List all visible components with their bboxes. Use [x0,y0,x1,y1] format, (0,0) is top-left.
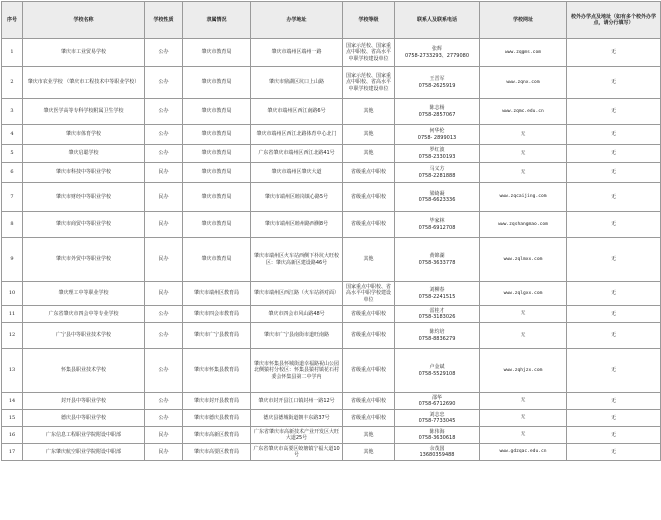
table-row [2,99,661,125]
website: 无 [480,125,567,145]
school-nature: 公办 [145,125,183,145]
school-name: 肇庆医学高等专科学校附属卫生学校 [23,99,145,125]
address: 肇庆市端州区睦岗镇心路5号 [251,183,343,212]
address: 肇庆市端州区火车站西侧下朴坑大旺校区：肇庆高新区建设路46号 [251,238,343,282]
offsite-location: 无 [567,410,661,427]
table-row [2,39,661,67]
header-school-name: 学校名称 [23,2,145,39]
school-name: 肇庆市体育学校 [23,125,145,145]
school-level: 国家示范校、国家重点中职校、省高水平中职学校建设单位 [343,39,395,67]
offsite-location: 无 [567,125,661,145]
contact-info: 梁绮凝 0758-6623336 [395,183,480,212]
contact-info: 雷桂才 0758-3183026 [395,306,480,323]
school-name: 广东信息工程职业学院附设中职部 [23,427,145,444]
offsite-location: 无 [567,427,661,444]
school-name: 广东肇庆航空职业学院附设中职部 [23,444,145,461]
row-number: 10 [2,282,23,306]
address: 肇庆市端州区端州一路 [251,39,343,67]
table-row [2,212,661,238]
website: www.zqcaijing.com [480,183,567,212]
affiliation: 肇庆市教育局 [183,125,251,145]
school-name: 肇庆市外贸中等职业学校 [23,238,145,282]
header-offsite: 校外办学点及地址（如有多个校外办学点，请分行填写） [567,2,661,39]
affiliation: 肇庆市封开县教育局 [183,393,251,410]
school-nature: 民办 [145,427,183,444]
contact-info: 何华伦 0758- 2899013 [395,125,480,145]
row-number: 15 [2,410,23,427]
affiliation: 肇庆市德庆县教育局 [183,410,251,427]
table-row [2,393,661,410]
school-name: 肇庆市商贸中等职业学校 [23,212,145,238]
address: 肇庆市端州区西江北路体育中心北门 [251,125,343,145]
address: 肇庆市怀集县怀城街道幸福路祝山公园北侧猿村分校区：怀集县猿村镇花石村委会怀集县第二中学内 [251,349,343,393]
school-nature: 公办 [145,323,183,349]
school-name: 德庆县中等职业学校 [23,410,145,427]
affiliation: 肇庆市教育局 [183,183,251,212]
table-row [2,410,661,427]
school-level: 国家示范校、国家重点中职校、省高水平中职学校建设单位 [343,67,395,99]
school-nature: 民办 [145,183,183,212]
website: www.zqnx.com [480,67,567,99]
school-name: 肇庆理工中等职业学校 [23,282,145,306]
contact-info: 马义方 0758-2281888 [395,163,480,183]
school-level: 其他 [343,444,395,461]
school-level: 省级重点中职校 [343,393,395,410]
school-level: 省级重点中职校 [343,349,395,393]
offsite-location: 无 [567,444,661,461]
school-level: 其他 [343,238,395,282]
website: 无 [480,427,567,444]
affiliation: 肇庆市端州区教育局 [183,282,251,306]
row-number: 12 [2,323,23,349]
website: www.gdzqac.edu.cn [480,444,567,461]
row-number: 6 [2,163,23,183]
school-level: 省级重点中职校 [343,212,395,238]
table-row [2,444,661,461]
website: www.zqshangmao.com [480,212,567,238]
affiliation: 肇庆市教育局 [183,67,251,99]
row-number: 5 [2,145,23,163]
school-nature: 公办 [145,99,183,125]
school-level: 其他 [343,145,395,163]
website: www.zqlmxx.com [480,238,567,282]
contact-info: 罗红波 0758-2330193 [395,145,480,163]
address: 广东省肇庆市高新技术产业开发区大旺大道25号 [251,427,343,444]
address: 广东省肇庆市高要区蛟塘镇宁福大道10号 [251,444,343,461]
affiliation: 肇庆市教育局 [183,212,251,238]
school-table [1,1,661,461]
header-affiliation: 隶属情况 [183,2,251,39]
contact-info: 王晋军 0758-2625919 [395,67,480,99]
website: www.zqlgxx.com [480,282,567,306]
school-nature: 公办 [145,306,183,323]
school-nature: 民办 [145,238,183,282]
address: 肇庆市广宁县南街市道旺南路 [251,323,343,349]
school-nature: 民办 [145,163,183,183]
header-nature: 学校性质 [145,2,183,39]
table-row [2,163,661,183]
row-number: 17 [2,444,23,461]
contact-info: 毕家林 0758-6912708 [395,212,480,238]
website: www.zqmc.edu.cn [480,99,567,125]
contact-info: 余茂国 13680359488 [395,444,480,461]
offsite-location: 无 [567,306,661,323]
school-level: 其他 [343,427,395,444]
school-level: 省级重点中职校 [343,163,395,183]
offsite-location: 无 [567,183,661,212]
row-number: 13 [2,349,23,393]
school-nature: 公办 [145,67,183,99]
school-level: 其他 [343,125,395,145]
offsite-location: 无 [567,39,661,67]
table-row [2,67,661,99]
affiliation: 肇庆市高要区教育局 [183,444,251,461]
header-address: 办学地址 [251,2,343,39]
address: 广东省肇庆市端州区西江北路41号 [251,145,343,163]
address: 肇庆市端州区西江南路6号 [251,99,343,125]
row-number: 9 [2,238,23,282]
offsite-location: 无 [567,145,661,163]
school-nature: 民办 [145,212,183,238]
contact-info: 陈志杨 0758-2857067 [395,99,480,125]
contact-info: 刘柳春 0758-2241515 [395,282,480,306]
address: 德庆县德城街道朝丰东路37号 [251,410,343,427]
website: www.zqgms.com [480,39,567,67]
school-name: 肇庆市工业贸易学校 [23,39,145,67]
website: 无 [480,410,567,427]
row-number: 14 [2,393,23,410]
affiliation: 肇庆市教育局 [183,238,251,282]
header-no: 序号 [2,2,23,39]
school-level: 省级重点中职校 [343,183,395,212]
school-nature: 公办 [145,145,183,163]
school-name: 广宁县中等职业技术学校 [23,323,145,349]
offsite-location: 无 [567,99,661,125]
offsite-location: 无 [567,238,661,282]
school-name: 广东省肇庆市四会中等专业学校 [23,306,145,323]
contact-info: 卢金斌 0758-5529108 [395,349,480,393]
school-level: 省级重点中职校 [343,410,395,427]
school-nature: 民办 [145,282,183,306]
website: www.zqhjzx.com [480,349,567,393]
row-number: 3 [2,99,23,125]
school-nature: 公办 [145,393,183,410]
contact-info: 邵华 0758-6712690 [395,393,480,410]
affiliation: 肇庆市教育局 [183,39,251,67]
address: 肇庆市封开县江口镇封州一路12号 [251,393,343,410]
row-number: 7 [2,183,23,212]
row-number: 11 [2,306,23,323]
school-name: 怀集县职业技术学校 [23,349,145,393]
row-number: 1 [2,39,23,67]
affiliation: 肇庆市教育局 [183,99,251,125]
header-website: 学校网址 [480,2,567,39]
row-number: 16 [2,427,23,444]
school-name: 肇庆市财经中等职业学校 [23,183,145,212]
school-level: 省级重点中职校 [343,306,395,323]
contact-info: 陈伟海 0758-3630618 [395,427,480,444]
address: 肇庆市端州区肇庆大道 [251,163,343,183]
school-name: 肇庆市农业学校 （肇庆市工程技术中等职业学校） [23,67,145,99]
address: 肇庆市四会市风山路48号 [251,306,343,323]
row-number: 8 [2,212,23,238]
school-nature: 公办 [145,39,183,67]
website: 无 [480,306,567,323]
offsite-location: 无 [567,349,661,393]
contact-info: 陈灼培 0758-8836279 [395,323,480,349]
school-name: 肇庆启聪学校 [23,145,145,163]
affiliation: 肇庆市高新区教育局 [183,427,251,444]
school-level: 省级重点中职校 [343,323,395,349]
affiliation: 肇庆市怀集县教育局 [183,349,251,393]
affiliation: 肇庆市教育局 [183,145,251,163]
affiliation: 肇庆市教育局 [183,163,251,183]
table-row [2,238,661,282]
address: 肇庆市端州区睦州路西侧8号 [251,212,343,238]
school-nature: 民办 [145,444,183,461]
school-name: 封开县中等职业学校 [23,393,145,410]
website: 无 [480,393,567,410]
contact-info: 刘志忠 0758-7733045 [395,410,480,427]
school-level: 其他 [343,99,395,125]
offsite-location: 无 [567,163,661,183]
row-number: 4 [2,125,23,145]
offsite-location: 无 [567,212,661,238]
school-level: 国家重点中职校、省高水平中职学校建设单位 [343,282,395,306]
header-row [2,2,661,39]
row-number: 2 [2,67,23,99]
offsite-location: 无 [567,67,661,99]
offsite-location: 无 [567,323,661,349]
table-row [2,282,661,306]
website: 无 [480,145,567,163]
table-row [2,323,661,349]
school-nature: 公办 [145,410,183,427]
address: 肇庆市鼎湖区坑口上山路 [251,67,343,99]
offsite-location: 无 [567,282,661,306]
header-contact: 联系人及联系电话 [395,2,480,39]
school-name: 肇庆市科技中等职业学校 [23,163,145,183]
offsite-location: 无 [567,393,661,410]
table-row [2,427,661,444]
affiliation: 肇庆市广宁县教育局 [183,323,251,349]
table-row [2,349,661,393]
contact-info: 黄锦湖 0758-3633778 [395,238,480,282]
table-row [2,145,661,163]
affiliation: 肇庆市四会市教育局 [183,306,251,323]
table-row [2,306,661,323]
website: 无 [480,323,567,349]
table-row [2,183,661,212]
table-row [2,125,661,145]
address: 肇庆市端州区西江路（火车站斜对面） [251,282,343,306]
website: 无 [480,163,567,183]
school-nature: 公办 [145,349,183,393]
header-level: 学校等级 [343,2,395,39]
contact-info: 张辉 0758-2733293、2779080 [395,39,480,67]
